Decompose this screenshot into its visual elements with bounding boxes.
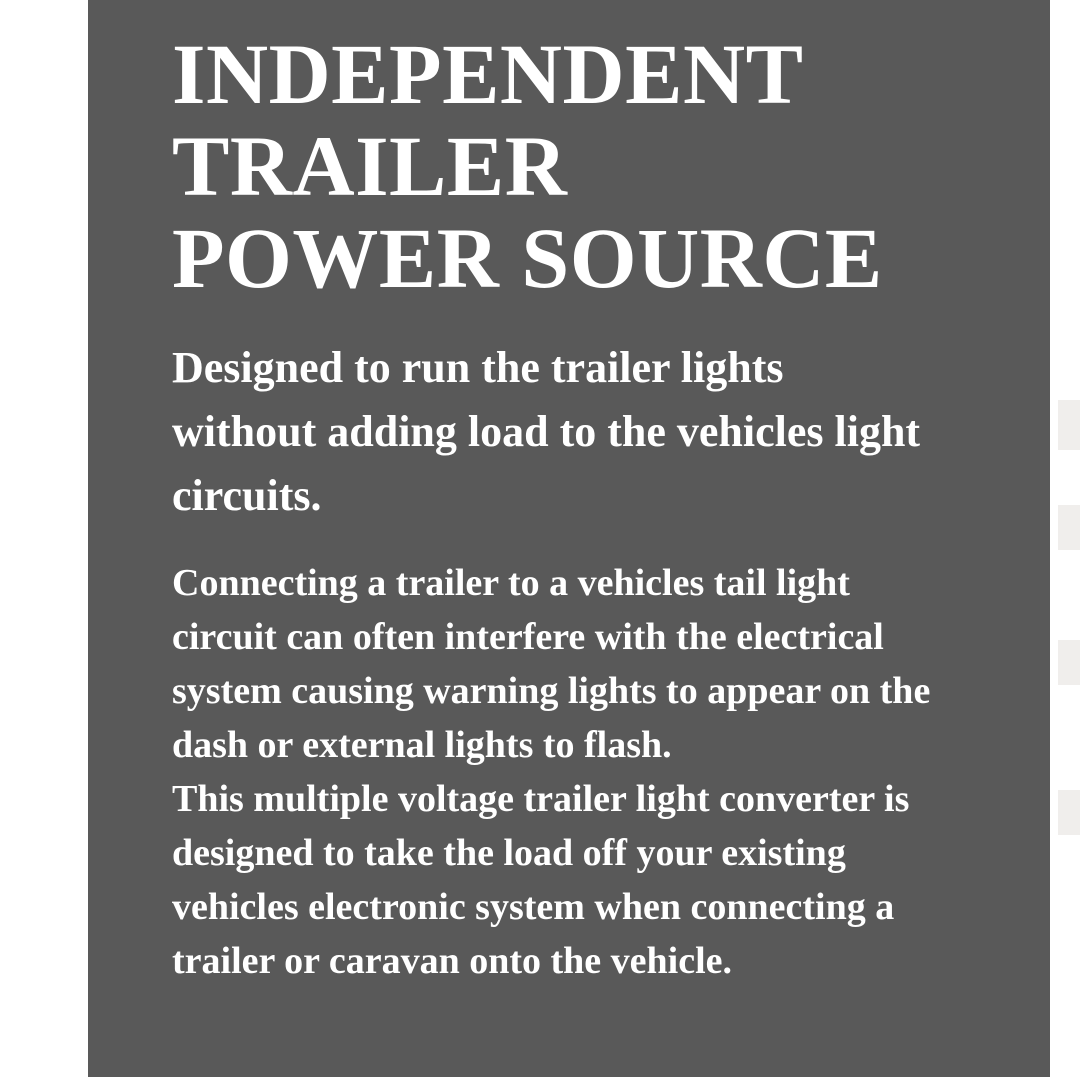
- page-title-line-3: POWER SOURCE: [172, 210, 883, 307]
- page-title-line-1: INDEPENDENT: [172, 26, 804, 122]
- lead-paragraph: Designed to run the trailer lights without adding load to the vehicles light circuits.: [172, 343, 921, 520]
- margin-swatch-2: [1058, 505, 1080, 550]
- margin-swatch-3: [1058, 640, 1080, 685]
- body-paragraph-1: Connecting a trailer to a vehicles tail light circuit can often interfere with the electrical system causing warning lights to appear on the dash or external lights to flash.: [172, 562, 931, 767]
- margin-swatch-4: [1058, 790, 1080, 835]
- right-margin-strip: [1050, 0, 1080, 1077]
- page-title-line-2: TRAILER: [172, 118, 568, 215]
- content-panel: [88, 0, 1050, 1077]
- body-paragraph-2: This multiple voltage trailer light converter is designed to take the load off your existing vehicles electronic system when connecting a trailer or caravan onto the vehicle.: [172, 778, 910, 983]
- margin-swatch-1: [1058, 400, 1080, 450]
- page-title: [172, 26, 990, 307]
